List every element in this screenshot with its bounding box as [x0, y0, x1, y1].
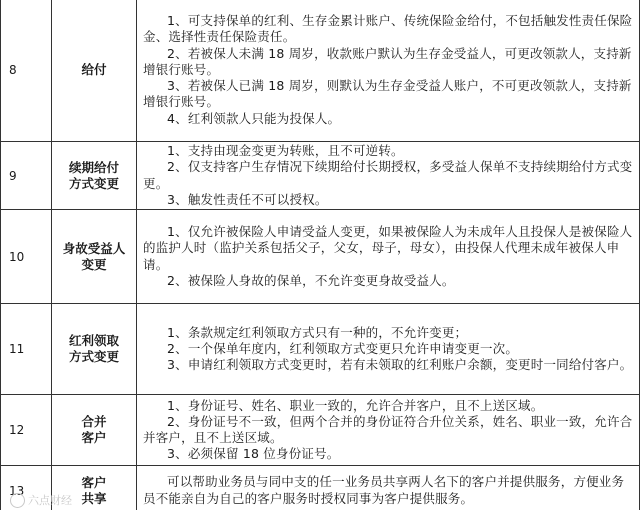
- description-line: 2、仅支持客户生存情况下续期给付长期授权，多受益人保单不支持续期给付方式变更。: [143, 159, 633, 191]
- row-item-name: [52, 304, 137, 395]
- description-line: 1、可支持保单的红利、生存金累计账户、传统保险金给付，不包括触发性责任保险金、选择性责任保险责任。: [143, 12, 633, 45]
- rules-table-body: [1, 0, 640, 510]
- description-line: 1、支持由现金变更为转账，且不可逆转。: [167, 143, 404, 158]
- row-number: 8: [1, 0, 52, 142]
- row-item-name: [52, 142, 137, 210]
- description-line: 1、条款规定红利领取方式只有一种的，不允许变更；: [167, 324, 468, 340]
- table-row: [1, 210, 640, 304]
- row-description: [137, 210, 640, 304]
- row-item-name: [52, 0, 137, 142]
- watermark: [10, 492, 72, 508]
- description-line: 2、被保险人身故的保单，不允许变更身故受益人。: [167, 272, 455, 288]
- item-name-line: 变更: [81, 256, 107, 272]
- table-row: [1, 395, 640, 466]
- description-line: 3、申请红利领取方式变更时，若有未领取的红利账户余额，变更时一同给付客户。: [167, 357, 633, 373]
- item-name-line: 给付: [81, 62, 107, 77]
- row-number: 12: [1, 395, 52, 466]
- row-description: [137, 466, 640, 510]
- row-number: 11: [1, 304, 52, 395]
- table-row: [1, 304, 640, 395]
- item-name-line: 客户: [81, 430, 107, 446]
- item-name-line: 客户: [81, 474, 107, 490]
- watermark-logo-icon: [10, 493, 25, 508]
- row-number: 9: [1, 142, 52, 210]
- description-line: 2、若被保人未满 18 周岁，收款账户默认为生存金受益人，可更改领款人，支持新增银行账号。: [143, 45, 632, 77]
- description-line: 3、必须保留 18 位身份证号。: [167, 446, 340, 462]
- row-number: 10: [1, 210, 52, 304]
- item-name-line: 方式变更: [68, 349, 119, 365]
- row-item-name: [52, 395, 137, 466]
- description-line: 可以帮助业务员与同中支的任一业务员共享两人名下的客户并提供服务，方便业务员不能亲自为自己的客户服务时授权同事为客户提供服务。: [143, 474, 625, 506]
- row-description: [137, 142, 640, 210]
- table-row: [1, 142, 640, 210]
- item-name-line: 续期给付: [68, 159, 119, 175]
- row-number: 13: [1, 466, 52, 510]
- item-name-line: 合并: [81, 414, 107, 430]
- description-line: 2、一个保单年度内，红利领取方式变更只允许申请变更一次。: [167, 341, 519, 357]
- row-description: [137, 304, 640, 395]
- description-line: 4、红利领款人只能为投保人。: [167, 110, 341, 126]
- item-name-line: 方式变更: [68, 175, 119, 191]
- row-description: [137, 395, 640, 466]
- row-description: [137, 0, 640, 142]
- description-line: 2、身份证号不一致，但两个合并的身份证符合升位关系，姓名、职业一致，允许合并客户，且不上送区域。: [143, 413, 633, 446]
- table-row: [1, 0, 640, 142]
- description-line: 3、触发性责任不可以授权。: [167, 191, 328, 207]
- item-name-line: 身故受益人: [62, 240, 126, 256]
- table-row: [1, 466, 640, 510]
- item-name-line: 红利领取: [68, 333, 119, 349]
- description-line: 1、仅允许被保险人申请受益人变更，如果被保险人为未成年人且投保人是被保险人的监护人时（监护关系包括父子，父女，母子，母女），由投保人代理未成年被保人申请。: [143, 224, 633, 272]
- watermark-text: 六点财经: [28, 494, 72, 507]
- item-name-line: 共享: [81, 490, 107, 506]
- row-item-name: [52, 210, 137, 304]
- description-line: 1、身份证号、姓名、职业一致的，允许合并客户，且不上送区域。: [167, 397, 544, 413]
- description-line: 3、若被保人已满 18 周岁，则默认为生存金受益人账户，不可更改领款人，支持新增银行账号。: [143, 78, 632, 110]
